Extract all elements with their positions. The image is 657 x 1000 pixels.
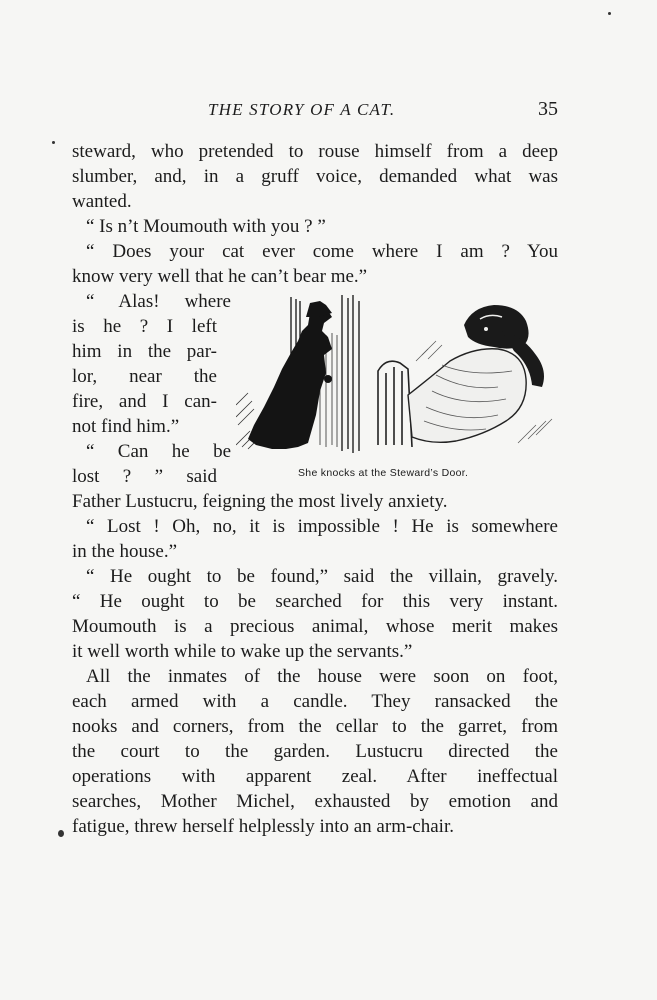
text-line: nooks and corners, from the cellar to the garret, from xyxy=(72,716,558,737)
text-line: lor, near the xyxy=(72,366,217,387)
text-line: Moumouth is a precious animal, whose merit makes xyxy=(72,616,558,637)
text-line: “ He ought to be found,” said the villain, gravely. xyxy=(86,566,558,587)
body-text xyxy=(72,139,558,839)
text-line: him in the par- xyxy=(72,341,217,362)
text-line: “ Can he be xyxy=(86,441,231,462)
text-line: operations with apparent zeal. After ineffectual xyxy=(72,766,558,787)
text-line: in the house.” xyxy=(72,541,178,562)
text-line: “ Lost ! Oh, no, it is impossible ! He is somewhere xyxy=(86,516,558,537)
text-line: it well worth while to wake up the servants.” xyxy=(72,641,413,662)
text-line: not find him.” xyxy=(72,416,180,437)
text-line: lost ? ” said xyxy=(72,466,217,487)
illustration-steward-door xyxy=(236,295,558,457)
text-line: is he ? I left xyxy=(72,316,217,337)
illustration-caption: She knocks at the Steward’s Door. xyxy=(298,467,469,479)
page-speck xyxy=(608,12,611,15)
text-line: “ Is n’t Moumouth with you ? ” xyxy=(86,216,326,237)
text-line: the court to the garden. Lustucru directed the xyxy=(72,741,558,762)
text-line: know very well that he can’t bear me.” xyxy=(72,266,368,287)
page-speck xyxy=(52,141,55,144)
running-title: THE STORY OF A CAT. xyxy=(208,100,396,119)
text-line: “ Does your cat ever come where I am ? You xyxy=(86,241,558,262)
text-line: All the inmates of the house were soon on foot, xyxy=(86,666,558,687)
text-line: fatigue, threw herself helplessly into an arm-chair. xyxy=(72,816,454,837)
ink-blot xyxy=(58,830,64,837)
text-line: “ Alas! where xyxy=(86,291,231,312)
text-line: “ He ought to be searched for this very instant. xyxy=(72,591,558,612)
text-line: steward, who pretended to rouse himself from a deep xyxy=(72,141,558,162)
page-number: 35 xyxy=(538,98,558,120)
text-line: Father Lustucru, feigning the most lively anxiety. xyxy=(72,491,448,512)
text-line: searches, Mother Michel, exhausted by emotion and xyxy=(72,791,558,812)
text-line: wanted. xyxy=(72,191,132,212)
text-line: fire, and I can- xyxy=(72,391,217,412)
text-line: slumber, and, in a gruff voice, demanded what was xyxy=(72,166,558,187)
running-head xyxy=(72,98,558,124)
text-line: each armed with a candle. They ransacked the xyxy=(72,691,558,712)
